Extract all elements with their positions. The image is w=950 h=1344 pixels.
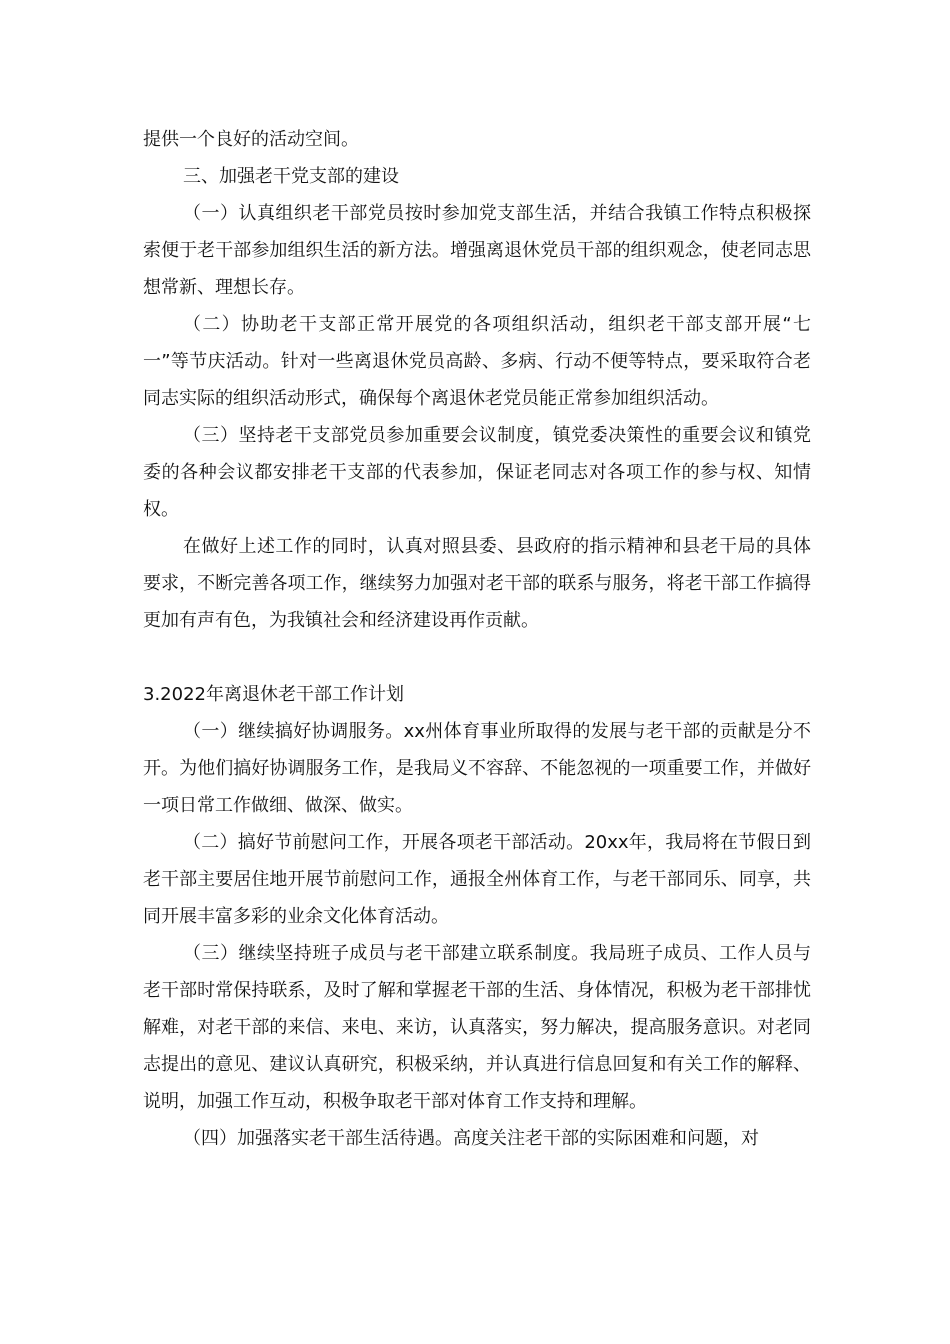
paragraph: （三）坚持老干支部党员参加重要会议制度，镇党委决策性的重要会议和镇党委的各种会议都安排老干支部的代表参加，保证老同志对各项工作的参与权、知情权。 [143, 425, 811, 520]
paragraph: （二）协助老干支部正常开展党的各项组织活动，组织老干部支部开展“七一”等节庆活动。针对一些离退休党员高龄、多病、行动不便等特点，要采取符合老同志实际的组织活动形式，确保每个离退休老党员能正常参加组织活动。 [143, 314, 811, 409]
paragraph: （二）搞好节前慰问工作，开展各项老干部活动。20xx年，我局将在节假日到老干部主要居住地开展节前慰问工作，通报全州体育工作，与老干部同乐、同享，共同开展丰富多彩的业余文化体育活动。 [143, 832, 811, 927]
paragraph: （三）继续坚持班子成员与老干部建立联系制度。我局班子成员、工作人员与老干部时常保持联系，及时了解和掌握老干部的生活、身体情况，积极为老干部排忧解难，对老干部的来信、来电、来访，认真落实，努力解决，提高服务意识。对老同志提出的意见、建议认真研究，积极采纳，并认真进行信息回复和有关工作的解释、说明，加强工作互动，积极争取老干部对体育工作支持和理解。 [143, 943, 811, 1112]
paragraph: （四）加强落实老干部生活待遇。高度关注老干部的实际困难和问题，对 [183, 1128, 759, 1149]
paragraph: （一）继续搞好协调服务。xx州体育事业所取得的发展与老干部的贡献是分不开。为他们搞好协调服务工作，是我局义不容辞、不能忽视的一项重要工作，并做好一项日常工作做细、做深、做实。 [143, 721, 811, 816]
paragraph: 在做好上述工作的同时，认真对照县委、县政府的指示精神和县老干局的具体要求，不断完善各项工作，继续努力加强对老干部的联系与服务，将老干部工作搞得更加有声有色，为我镇社会和经济建设再作贡献。 [143, 536, 811, 631]
document-section-title: 3.2022年离退休老干部工作计划 [143, 684, 404, 705]
blank-line [143, 639, 811, 676]
paragraph: 提供一个良好的活动空间。 [143, 129, 359, 150]
paragraph: （一）认真组织老干部党员按时参加党支部生活，并结合我镇工作特点积极探索便于老干部参加组织生活的新方法。增强离退休党员干部的组织观念，使老同志思想常新、理想长存。 [143, 203, 811, 298]
section-heading: 三、加强老干党支部的建设 [183, 166, 399, 187]
document-body [143, 121, 811, 1157]
